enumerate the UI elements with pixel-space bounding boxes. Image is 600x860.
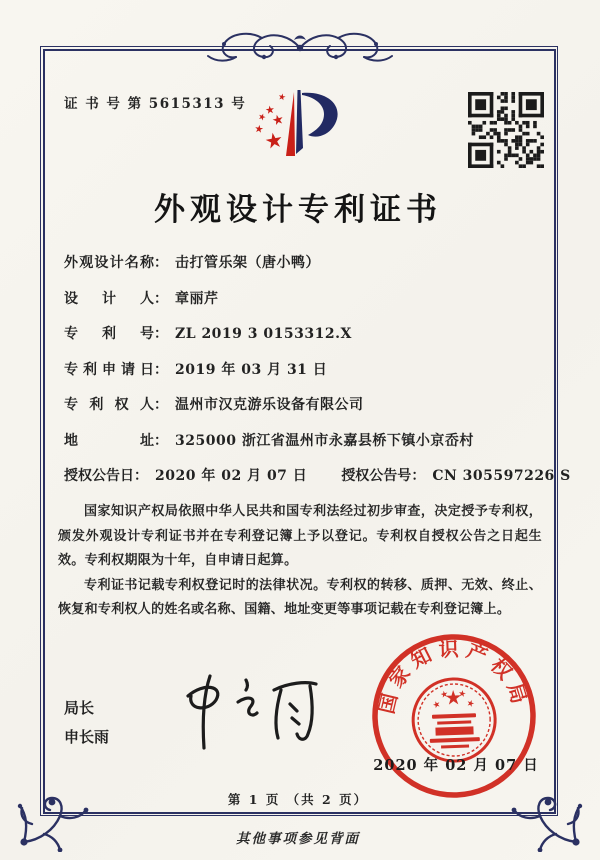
field-row-design-name: 外观设计名称 ： 击打管乐架（唐小鸭） xyxy=(64,252,524,272)
seal-agency-text: 国家知识产权局 xyxy=(374,636,534,716)
field-label: 授权公告号 xyxy=(341,468,412,484)
signature-icon xyxy=(158,662,326,758)
official-seal-icon xyxy=(363,625,545,807)
director-block xyxy=(64,694,109,752)
certificate-title: 外观设计专利证书 xyxy=(154,192,442,228)
field-value: 325000 浙江省温州市永嘉县桥下镇小京岙村 xyxy=(175,432,474,449)
field-label: 专利号 xyxy=(64,326,154,342)
field-row-designer: 设计人 ： 章丽芹 xyxy=(64,288,524,308)
certificate-number: 证 书 号 第 5615313 号 xyxy=(64,96,247,112)
national-emblem-icon xyxy=(412,678,497,763)
svg-text:国家知识产权局 xyxy=(372,634,534,717)
field-value: 2020 年 02 月 07 日 xyxy=(155,468,308,484)
field-value: ZL 2019 3 0153312.X xyxy=(175,326,352,342)
field-row-grant: 授权公告日 ： 2020 年 02 月 07 日 授权公告号 ： CN 305597226 S xyxy=(64,465,524,485)
top-flourish-icon xyxy=(198,26,402,68)
director-name: 申长雨 xyxy=(64,728,110,746)
field-label: 专利申请日 xyxy=(64,361,154,378)
field-label: 授权公告日 xyxy=(64,468,134,484)
field-row-filing-date: 专利申请日 ： 2019 年 03 月 31 日 xyxy=(64,359,524,379)
field-pair-grant-number: 授权公告号 ： CN 305597226 S xyxy=(341,465,570,485)
field-value: CN 305597226 S xyxy=(432,468,571,484)
field-label: 专利权人 xyxy=(64,397,154,413)
legal-text xyxy=(58,500,542,623)
field-row-patent-number: 专利号 ： ZL 2019 3 0153312.X xyxy=(64,323,524,343)
field-value: 章丽芹 xyxy=(175,290,219,307)
field-row-address: 地址 ： 325000 浙江省温州市永嘉县桥下镇小京岙村 xyxy=(64,430,524,450)
field-value: 温州市汉克游乐设备有限公司 xyxy=(175,397,364,413)
field-label: 地址 xyxy=(64,432,154,449)
legal-paragraph-register: 专利证书记载专利权登记时的法律状况。专利权的转移、质押、无效、终止、恢复和专利权人的姓名或名称、国籍、地址变更等事项记载在专利登记簿上。 xyxy=(58,577,542,617)
legal-paragraph-grant: 国家知识产权局依照中华人民共和国专利法经过初步审查，决定授予专利权，颁发外观设计专利证书并在专利登记簿上予以登记。专利权自授权公告之日起生效。专利权期限为十年，自申请日起算。 xyxy=(58,504,542,568)
page-number: 第 1 页 （共 2 页） xyxy=(227,792,369,807)
director-title: 局长 xyxy=(64,699,95,717)
seal-date: 2020 年 02 月 07 日 xyxy=(373,757,539,774)
field-label: 外观设计名称 xyxy=(64,255,154,271)
qr-code xyxy=(468,92,544,168)
field-list xyxy=(64,252,571,501)
field-value: 2019 年 03 月 31 日 xyxy=(175,361,328,378)
field-row-patentee: 专利权人 ： 温州市汉克游乐设备有限公司 xyxy=(64,394,524,414)
field-label: 设计人 xyxy=(64,290,154,307)
field-value: 击打管乐架（唐小鸭） xyxy=(175,255,320,271)
cnipa-logo-icon xyxy=(251,84,353,166)
back-note: 其他事项参见背面 xyxy=(236,831,360,847)
